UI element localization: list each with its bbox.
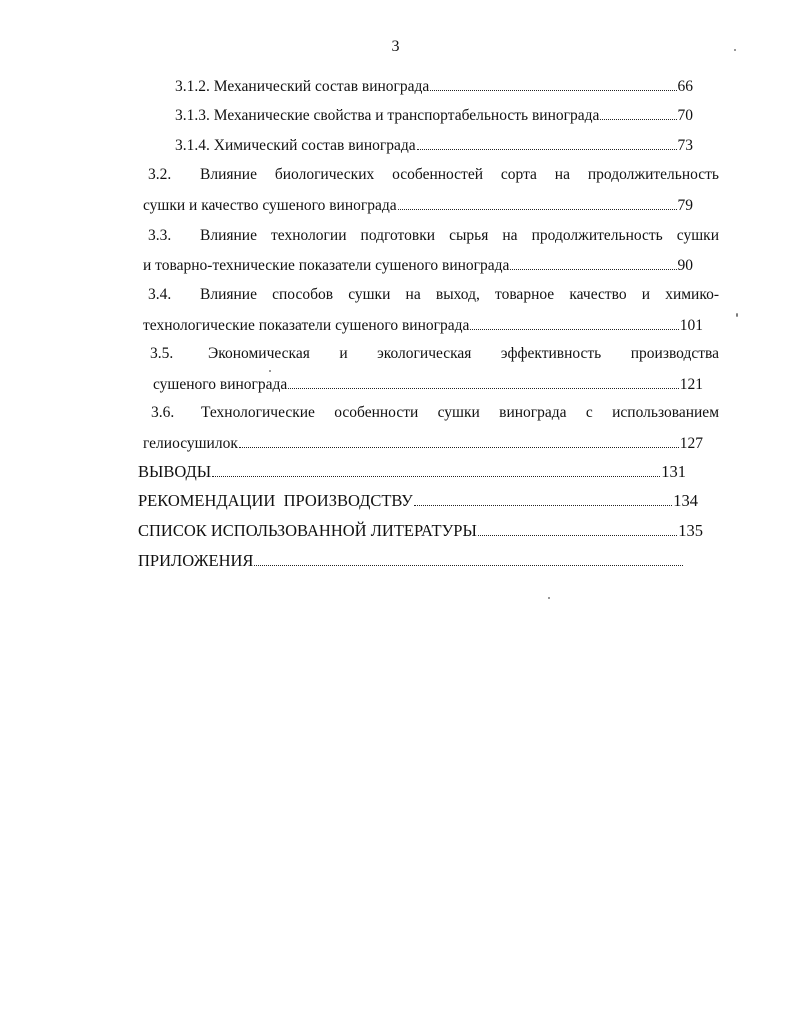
page-number: 3	[391, 38, 400, 55]
toc-entry-page: 101	[679, 317, 703, 334]
dot-leader	[510, 254, 676, 270]
toc-entry-3-6-cont[interactable]	[143, 432, 703, 454]
dot-leader	[212, 461, 660, 477]
toc-entry-title-line2: сушки и качество сушеного винограда	[143, 197, 397, 214]
dot-leader	[288, 373, 678, 389]
toc-entry-page: 135	[678, 521, 703, 540]
dot-leader	[239, 432, 679, 448]
dot-leader	[414, 490, 672, 506]
scan-speck	[548, 597, 550, 599]
toc-entry-conclusions[interactable]	[138, 461, 686, 483]
toc-entry-3-5[interactable]	[150, 343, 719, 365]
toc-entry-number: 3.6.	[151, 404, 175, 421]
toc-entry-number: 3.3.	[148, 227, 172, 244]
toc-entry-number: 3.2.	[148, 166, 172, 183]
toc-entry-label: ВЫВОДЫ	[138, 462, 212, 481]
toc-entry-3-1-3[interactable]	[175, 104, 693, 126]
toc-entry-page: 79	[677, 197, 693, 214]
dot-leader	[254, 550, 683, 566]
toc-entry-page: 73	[677, 137, 693, 154]
toc-entry-number: 3.5.	[150, 345, 174, 362]
toc-entry-3-3-cont[interactable]	[143, 254, 693, 276]
toc-entry-page: 134	[673, 491, 698, 510]
toc-entry-3-6[interactable]	[151, 402, 719, 424]
toc-entry-3-5-cont[interactable]	[153, 373, 703, 395]
toc-entry-3-4[interactable]	[148, 284, 719, 306]
toc-entry-page: 66	[677, 78, 693, 95]
toc-entry-label: 3.1.4. Химический состав винограда	[175, 137, 416, 154]
toc-entry-page: 131	[661, 462, 686, 481]
scan-speck	[269, 370, 271, 372]
scan-speck	[734, 49, 736, 51]
toc-entry-references[interactable]	[138, 520, 703, 542]
toc-entry-label: 3.1.3. Механические свойства и транспортабельность винограда	[175, 107, 600, 124]
toc-entry-title-line1: Влияние способов сушки на выход, товарное качество и химико-	[200, 286, 719, 303]
toc-entry-title-line2: и товарно-технические показатели сушеного винограда	[143, 257, 510, 274]
toc-entry-title-line2: сушеного винограда	[153, 376, 288, 393]
toc-entry-label: 3.1.2. Механический состав винограда	[175, 78, 430, 95]
dot-leader	[478, 520, 677, 536]
dot-leader	[470, 314, 678, 330]
dot-leader	[398, 194, 677, 210]
dot-leader	[417, 134, 677, 150]
toc-entry-3-1-4[interactable]	[175, 134, 693, 156]
toc-entry-3-2-cont[interactable]	[143, 194, 693, 216]
toc-entry-3-2[interactable]	[148, 164, 719, 186]
toc-entry-label: РЕКОМЕНДАЦИИ ПРОИЗВОДСТВУ	[138, 491, 413, 510]
scan-speck	[736, 313, 738, 317]
toc-entry-3-1-2[interactable]	[175, 75, 693, 97]
toc-entry-page: 121	[679, 376, 703, 393]
toc-entry-3-3[interactable]	[148, 225, 719, 247]
toc-entry-appendices[interactable]	[138, 550, 684, 572]
toc-entry-page: 127	[679, 435, 703, 452]
toc-entry-title-line2: технологические показатели сушеного винограда	[143, 317, 470, 334]
toc-entry-title-line1: Влияние технологии подготовки сырья на продолжительность сушки	[200, 227, 719, 244]
toc-entry-label: ПРИЛОЖЕНИЯ	[138, 551, 254, 570]
toc-entry-number: 3.4.	[148, 286, 172, 303]
toc-entry-title-line1: Влияние биологических особенностей сорта на продолжительность	[200, 166, 719, 183]
toc-entry-label: СПИСОК ИСПОЛЬЗОВАННОЙ ЛИТЕРАТУРЫ	[138, 521, 477, 540]
toc-entry-recommendations[interactable]	[138, 490, 698, 512]
toc-entry-3-4-cont[interactable]	[143, 314, 703, 336]
dot-leader	[430, 75, 676, 91]
toc-entry-page: 70	[677, 107, 693, 124]
toc-entry-page: 90	[677, 257, 693, 274]
toc-entry-title-line1: Технологические особенности сушки винограда с использованием	[201, 404, 719, 421]
dot-leader	[600, 104, 676, 120]
toc-entry-title-line2: гелиосушилок	[143, 435, 238, 452]
toc-entry-title-line1: Экономическая и экологическая эффективность производства	[208, 345, 719, 362]
